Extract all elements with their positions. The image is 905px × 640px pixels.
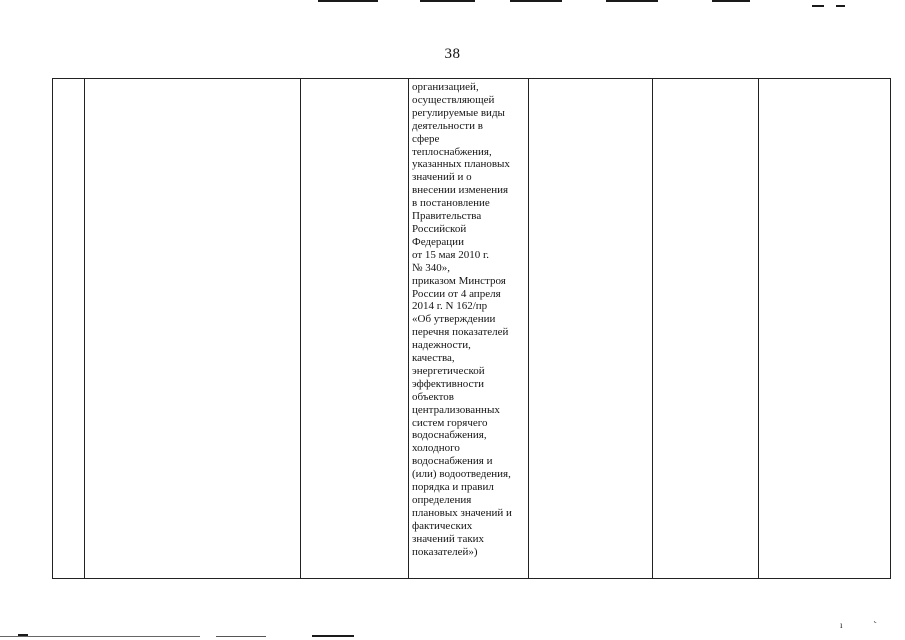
scan-artifact-line bbox=[312, 635, 354, 637]
legal-reference-text: организацией, осуществляющей регулируемые виды деятельности в сфере теплоснабжения, указанных плановых значений и о внесении изменения в постановление Правительства Российской Федерации от 15 мая 2010 г. № 340», приказом Минстроя России от 4 апреля 2014 г. N 162/пр «Об утверждении перечня показателей надежности, качества, энергетической эффективности объектов централизованных систем горячего водоснабжения, холодного водоснабжения и (или) водоотведения, порядка и правил определения плановых значений и фактических значений таких показателей») bbox=[412, 81, 512, 558]
table-row bbox=[53, 79, 891, 579]
table-cell-col-1 bbox=[53, 79, 85, 579]
scan-artifact-line bbox=[216, 636, 266, 637]
scan-artifact-line bbox=[712, 0, 750, 2]
table-cell-col-7 bbox=[759, 79, 891, 579]
page-number: 38 bbox=[444, 46, 461, 62]
scan-artifact-line bbox=[420, 0, 475, 2]
scan-artifact-line bbox=[0, 636, 200, 637]
scan-artifact-line bbox=[18, 634, 28, 636]
scan-artifact-line bbox=[606, 0, 658, 2]
table-cell-col-3 bbox=[301, 79, 409, 579]
document-table bbox=[52, 78, 891, 579]
scan-artifact-line bbox=[318, 0, 378, 2]
scan-artifact-line bbox=[836, 5, 845, 7]
table-cell-col-4 bbox=[409, 79, 529, 579]
scan-artifact-mark: ı bbox=[840, 620, 843, 630]
scan-artifact-mark: ˞ bbox=[874, 617, 877, 627]
scan-artifact-line bbox=[510, 0, 562, 2]
scan-artifact-line bbox=[812, 5, 824, 7]
table-cell-col-2 bbox=[85, 79, 301, 579]
table-cell-col-6 bbox=[653, 79, 759, 579]
table-cell-col-5 bbox=[529, 79, 653, 579]
